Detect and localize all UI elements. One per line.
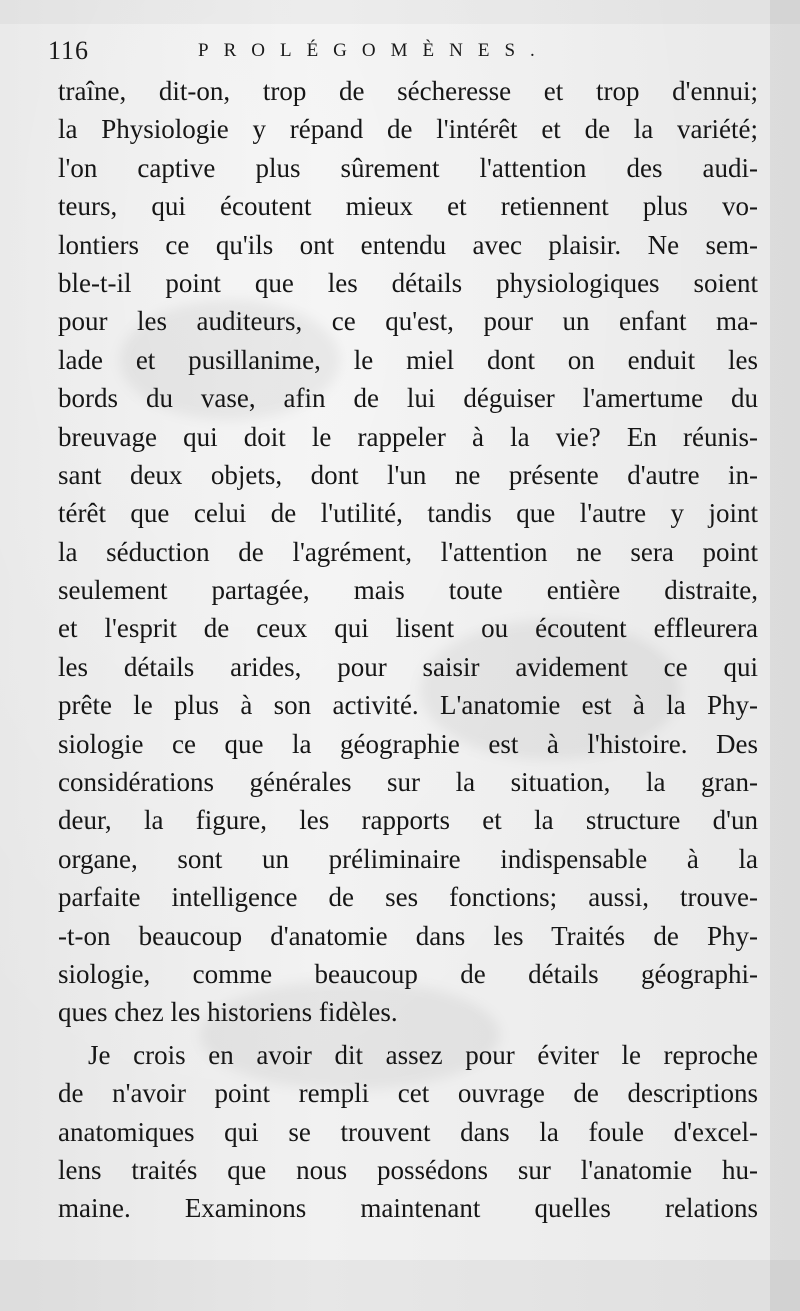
text-line: anatomiques qui se trouvent dans la foule d'excel- bbox=[58, 1116, 758, 1147]
text-line: traîne, dit-on, trop de sécheresse et trop d'ennui; bbox=[58, 76, 758, 106]
text-line: siologie, comme beaucoup de détails géographi- bbox=[58, 958, 758, 989]
text-line: bords du vase, afin de lui déguiser l'amertume du bbox=[58, 383, 758, 414]
page-header bbox=[48, 30, 748, 70]
text-line: -t-on beaucoup d'anatomie dans les Traités de Phy- bbox=[58, 920, 758, 951]
text-line: l'on captive plus sûrement l'attention des audi- bbox=[58, 152, 758, 183]
text-line: sant deux objets, dont l'un ne présente d'autre in- bbox=[58, 459, 758, 490]
text-line: seulement partagée, mais toute entière distraite, bbox=[58, 575, 758, 606]
text-line: breuvage qui doit le rappeler à la vie? En réunis- bbox=[58, 421, 758, 452]
text-line: prête le plus à son activité. L'anatomie est à la Phy- bbox=[58, 690, 758, 721]
text-line: ble-t-il point que les détails physiologiques soient bbox=[58, 267, 758, 298]
text-line: pour les auditeurs, ce qu'est, pour un enfant ma- bbox=[58, 306, 758, 337]
text-line: ques chez les historiens fidèles. bbox=[58, 997, 398, 1028]
text-line: lade et pusillanime, le miel dont on enduit les bbox=[58, 344, 758, 375]
text-line: et l'esprit de ceux qui lisent ou écoutent effleurera bbox=[58, 613, 758, 644]
text-line: lontiers ce qu'ils ont entendu avec plaisir. Ne sem- bbox=[58, 229, 758, 260]
text-line: térêt que celui de l'utilité, tandis que l'autre y joint bbox=[58, 498, 758, 529]
text-line: teurs, qui écoutent mieux et retiennent plus vo- bbox=[58, 191, 758, 222]
body-text bbox=[58, 72, 758, 1228]
paragraph-1 bbox=[58, 72, 758, 1032]
page-number: 116 bbox=[48, 36, 90, 65]
text-line: la Physiologie y répand de l'intérêt et de la variété; bbox=[58, 114, 758, 145]
text-line: deur, la figure, les rapports et la structure d'un bbox=[58, 805, 758, 836]
text-line: la séduction de l'agrément, l'attention ne sera point bbox=[58, 536, 758, 567]
paragraph-2 bbox=[58, 1036, 758, 1228]
text-line: parfaite intelligence de ses fonctions; aussi, trouve- bbox=[58, 882, 758, 913]
text-line: les détails arides, pour saisir avidement ce qui bbox=[58, 651, 758, 682]
text-line: organe, sont un préliminaire indispensable à la bbox=[58, 843, 758, 874]
text-line: considérations générales sur la situation, la gran- bbox=[58, 767, 758, 798]
running-head: PROLÉGOMÈNES. bbox=[198, 40, 550, 61]
text-line: de n'avoir point rempli cet ouvrage de descriptions bbox=[58, 1078, 758, 1109]
text-line: lens traités que nous possédons sur l'anatomie hu- bbox=[58, 1154, 758, 1185]
text-line: Je crois en avoir dit assez pour éviter le reproche bbox=[88, 1039, 758, 1070]
text-line: maine. Examinons maintenant quelles relations bbox=[58, 1193, 758, 1224]
text-line: siologie ce que la géographie est à l'histoire. Des bbox=[58, 728, 758, 759]
